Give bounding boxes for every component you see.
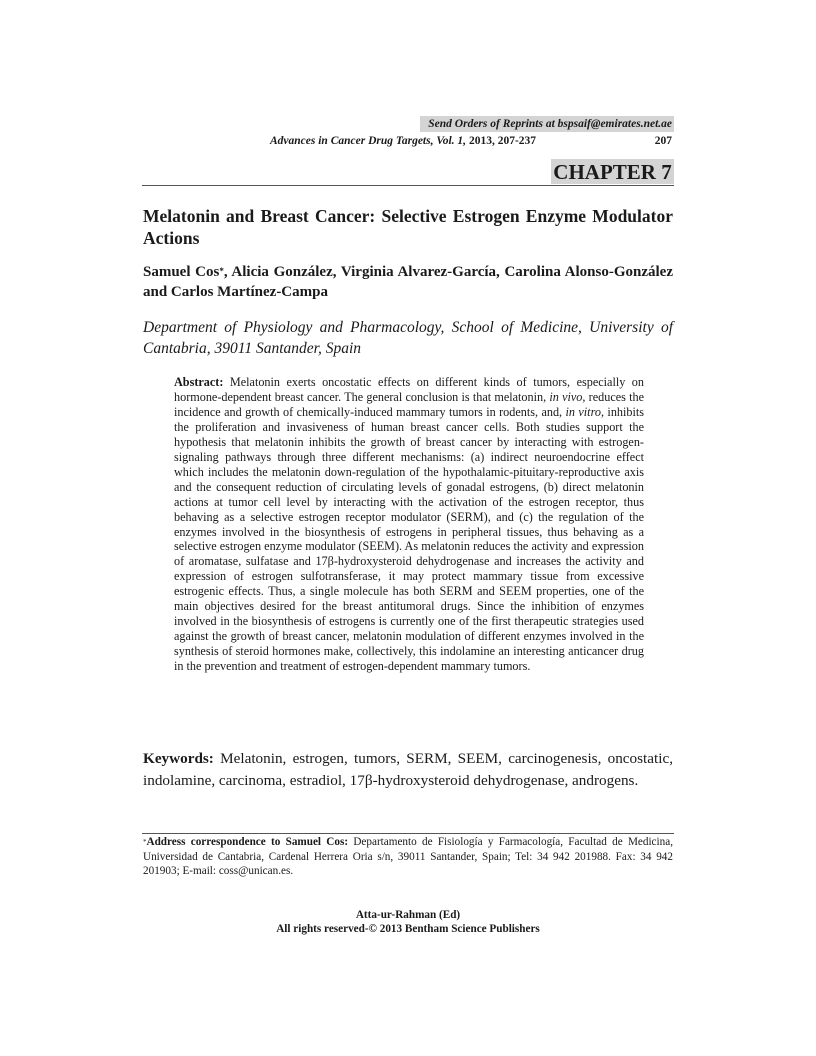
editor-line: Atta-ur-Rahman (Ed)	[355, 909, 461, 921]
author-mark: *	[219, 266, 224, 276]
abstract	[174, 375, 644, 674]
footnote-mark: *	[143, 838, 147, 846]
keywords-label: Keywords:	[143, 750, 214, 767]
author-first: Samuel Cos	[143, 264, 220, 280]
journal-year-pages: 2013, 207-237	[466, 135, 537, 147]
article-title: Melatonin and Breast Cancer: Selective Estrogen Enzyme Modulator Actions	[143, 206, 673, 248]
rights-line: All rights reserved-© 2013 Bentham Science Publishers	[276, 923, 540, 935]
keywords	[143, 748, 673, 792]
correspondence-footnote	[143, 835, 673, 879]
journal-name: Advances in Cancer Drug Targets, Vol. 1,	[270, 135, 467, 147]
footnote-rule	[142, 833, 674, 834]
affiliation: Department of Physiology and Pharmacology, School of Medicine, University of Cantabria, 39011 Santander, Spain	[143, 319, 673, 357]
abstract-in-vitro: in vitro	[565, 404, 601, 419]
abstract-text-1: Melatonin exerts oncostatic effects on different kinds of tumors, especially on hormone-dependent breast cancer. The general conclusion is that melatonin,	[174, 375, 644, 404]
publisher-info	[143, 908, 673, 936]
author-list	[143, 262, 673, 302]
footnote-label: Address correspondence to Samuel Cos:	[146, 836, 349, 848]
abstract-text-2: , reduces the incidence and growth of chemically-induced mammary tumors in rodents, and,	[174, 389, 645, 419]
abstract-label: Abstract:	[174, 375, 224, 389]
header-rule	[142, 185, 674, 186]
page-number: 207	[654, 135, 672, 147]
author-rest: , Alicia González, Virginia Alvarez-García, Carolina Alonso-González and Carlos Martínez-Campa	[143, 264, 673, 300]
abstract-text-3: , inhibits the proliferation and invasiveness of human breast cancer cells. Both studies support the hypothesis that melatonin inhibits the growth of breast cancer by interacting with estrogen-signaling pathways through three different mechanisms: (a) indirect neuroendocrine effect which includes the melatonin down-regulation of the hypothalamic-pituitary-reproductive axis and the consequent reduction of circulating levels of gonadal estrogens, (b) direct melatonin actions at tumor cell level by interacting with the activation of the estrogen receptor, thus behaving as a selective estrogen receptor modulator (SERM), and (c) the regulation of the enzymes involved in the biosynthesis of estrogens in peripheral tissues, thus behaving as a selective estrogen enzyme modulator (SEEM). As melatonin reduces the activity and expression of aromatase, sulfatase and 17β-hydroxysteroid dehydrogenase and increases the activity and expression of estrogen sulfotransferase, it may protect mammary tissue from excessive estrogenic effects. Thus, a single molecule has both SERM and SEEM properties, one of the main objectives desired for the breast antitumoral drugs. Since the inhibition of enzymes involved in the biosynthesis of estrogens is currently one of the first therapeutic strategies used against the growth of breast cancer, melatonin modulation of different enzymes involved in the synthesis of steroid hormones make, collectively, this indolamine an interesting anticancer drug in the prevention and treatment of estrogen-dependent mammary tumors.	[174, 404, 644, 674]
journal-citation	[270, 134, 674, 148]
reprint-notice: Send Orders of Reprints at bspsaif@emirates.net.ae	[420, 116, 674, 132]
footnote-text: Departamento de Fisiología y Farmacología, Facultad de Medicina, Universidad de Cantabria, Cardenal Herrera Oria s/n, 39011 Santander, Spain; Tel: 34 942 201988. Fax: 34 942 201903; E-mail: coss@unican.es.	[143, 836, 673, 877]
keywords-text: Melatonin, estrogen, tumors, SERM, SEEM, carcinogenesis, oncostatic, indolamine, carcinoma, estradiol, 17β-hydroxysteroid dehydrogenase, androgens.	[143, 750, 673, 789]
abstract-in-vivo: in vivo	[549, 389, 583, 404]
chapter-label: CHAPTER 7	[551, 159, 674, 184]
